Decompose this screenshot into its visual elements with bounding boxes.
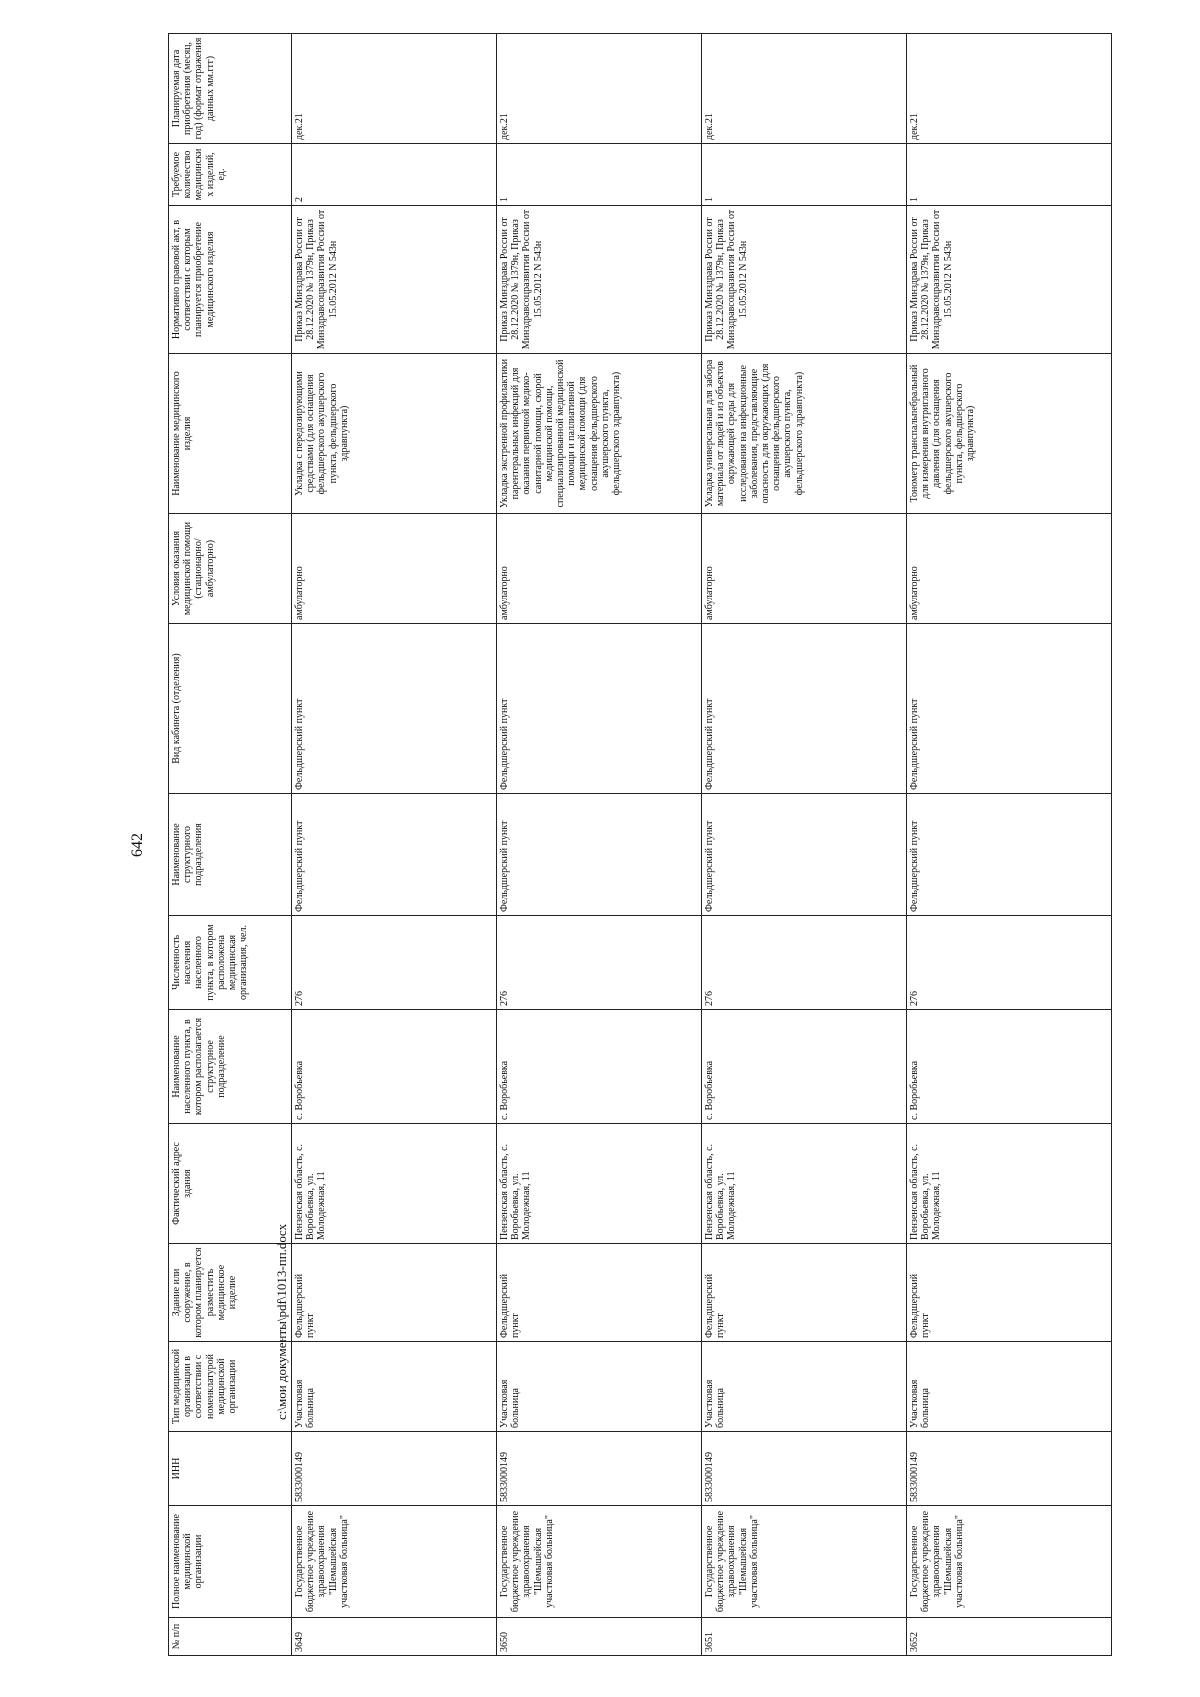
cell-purchase-date: дек.21 xyxy=(497,34,702,144)
cell-quantity: 1 xyxy=(702,144,907,206)
cell-building: Фельдшерский пункт xyxy=(702,1244,907,1342)
page-number: 642 xyxy=(129,833,146,857)
cell-building: Фельдшерский пункт xyxy=(292,1244,497,1342)
cell-population: 276 xyxy=(497,916,702,1010)
cell-population: 276 xyxy=(907,916,1112,1010)
cell-subdivision: Фельдшерский пункт xyxy=(702,794,907,916)
cell-quantity: 1 xyxy=(907,144,1112,206)
cell-device-name: Тонометр транспальпебральный для измерения внутриглазного давления (для оснащения фельдшерского акушерского пункта, фельдшерского здравпункта) xyxy=(907,354,1112,514)
cell-legal-act: Приказ Минздрава России от 28.12.2020 № 1379н, Приказ Минздравсоцразвития России от 15.05.2012 N 543н xyxy=(907,206,1112,354)
cell-population: 276 xyxy=(702,916,907,1010)
header-subdivision: Наименование структурного подразделения xyxy=(169,794,292,916)
header-org-type: Тип медицинской организации в соответствии с номенклатурой медицинской организации xyxy=(169,1342,292,1432)
cell-room-type: Фельдшерский пункт xyxy=(702,624,907,794)
table-row xyxy=(702,34,907,1656)
cell-quantity: 2 xyxy=(292,144,497,206)
cell-device-name: Укладка универсальная для забора материала от людей и из объектов окружающей среды для исследования на инфекционные заболевания, представляющие опасность для окружающих (для оснащения фельдшерского акушерского пункта, фельдшерского здравпункта) xyxy=(702,354,907,514)
cell-settlement: с. Воробьевка xyxy=(907,1010,1112,1124)
cell-org-type: Участковая больница xyxy=(702,1342,907,1432)
header-inn: ИНН xyxy=(169,1432,292,1506)
cell-num: 3652 xyxy=(907,1618,1112,1656)
header-purchase-date: Планируемая дата приобретения (месяц, год) (формат отражения данных мм.ггг) xyxy=(169,34,292,144)
cell-room-type: Фельдшерский пункт xyxy=(497,624,702,794)
cell-num: 3650 xyxy=(497,1618,702,1656)
header-device-name: Наименование медицинского изделия xyxy=(169,354,292,514)
cell-address: Пензенская область, с. Воробьевка, ул. Молодежная, 11 xyxy=(292,1124,497,1244)
header-conditions: Условия оказания медицинской помощи (стационарно/амбулаторно) xyxy=(169,514,292,624)
cell-legal-act: Приказ Минздрава России от 28.12.2020 № 1379н, Приказ Минздравсоцразвития России от 15.05.2012 N 543н xyxy=(497,206,702,354)
cell-conditions: амбулаторно xyxy=(907,514,1112,624)
cell-address: Пензенская область, с. Воробьевка, ул. Молодежная, 11 xyxy=(497,1124,702,1244)
header-org-name: Полное наименование медицинской организации xyxy=(169,1506,292,1618)
cell-purchase-date: дек.21 xyxy=(702,34,907,144)
cell-org-name: Государственное бюджетное учреждение здравоохранения "Шемышейская участковая больница" xyxy=(292,1506,497,1618)
cell-inn: 5833000149 xyxy=(497,1432,702,1506)
cell-address: Пензенская область, с. Воробьевка, ул. Молодежная, 11 xyxy=(702,1124,907,1244)
cell-org-type: Участковая больница xyxy=(907,1342,1112,1432)
cell-subdivision: Фельдшерский пункт xyxy=(907,794,1112,916)
cell-conditions: амбулаторно xyxy=(292,514,497,624)
cell-subdivision: Фельдшерский пункт xyxy=(292,794,497,916)
cell-org-name: Государственное бюджетное учреждение здравоохранения "Шемышейская участковая больница" xyxy=(907,1506,1112,1618)
header-legal-act: Нормативно правовой акт, в соответствии с которым планируется приобретение медицинского изделия xyxy=(169,206,292,354)
cell-population: 276 xyxy=(292,916,497,1010)
cell-subdivision: Фельдшерский пункт xyxy=(497,794,702,916)
cell-org-type: Участковая больница xyxy=(497,1342,702,1432)
cell-purchase-date: дек.21 xyxy=(907,34,1112,144)
header-settlement: Наименование населенного пункта, в котором располагается структурное подразделение xyxy=(169,1010,292,1124)
cell-legal-act: Приказ Минздрава России от 28.12.2020 № 1379н, Приказ Минздравсоцразвития России от 15.05.2012 N 543н xyxy=(292,206,497,354)
header-room-type: Вид кабинета (отделения) xyxy=(169,624,292,794)
cell-device-name: Укладка экстренной профилактики парентеральных инфекций для оказания первичной медико-санитарной помощи, скорой медицинской помощи, специализированной медицинской помощи и паллиативной медицинской помощи (для оснащения фельдшерского акушерского пункта, фельдшерского здравпункта) xyxy=(497,354,702,514)
cell-settlement: с. Воробьевка xyxy=(497,1010,702,1124)
table-row xyxy=(497,34,702,1656)
cell-settlement: с. Воробьевка xyxy=(702,1010,907,1124)
cell-purchase-date: дек.21 xyxy=(292,34,497,144)
cell-org-name: Государственное бюджетное учреждение здравоохранения "Шемышейская участковая больница" xyxy=(702,1506,907,1618)
header-building: Здание или сооружение, в котором планируется разместить медицинское изделие xyxy=(169,1244,292,1342)
equipment-table xyxy=(168,33,1112,1656)
header-num: № п/п xyxy=(169,1618,292,1656)
cell-inn: 5833000149 xyxy=(292,1432,497,1506)
cell-num: 3651 xyxy=(702,1618,907,1656)
header-population: Численность населения населенного пункта, в котором расположена медицинская организация, чел. xyxy=(169,916,292,1010)
cell-building: Фельдшерский пункт xyxy=(497,1244,702,1342)
cell-room-type: Фельдшерский пункт xyxy=(292,624,497,794)
cell-quantity: 1 xyxy=(497,144,702,206)
cell-building: Фельдшерский пункт xyxy=(907,1244,1112,1342)
cell-inn: 5833000149 xyxy=(702,1432,907,1506)
cell-address: Пензенская область, с. Воробьевка, ул. Молодежная, 11 xyxy=(907,1124,1112,1244)
header-quantity: Требуемое количество медицинских изделий, ед. xyxy=(169,144,292,206)
cell-num: 3649 xyxy=(292,1618,497,1656)
cell-settlement: с. Воробьевка xyxy=(292,1010,497,1124)
footer-file-path: c:\мои документы\pdf\1013-пп.docx xyxy=(274,1223,289,1420)
cell-inn: 5833000149 xyxy=(907,1432,1112,1506)
cell-org-type: Участковая больница xyxy=(292,1342,497,1432)
cell-conditions: амбулаторно xyxy=(497,514,702,624)
table-row xyxy=(292,34,497,1656)
table-row xyxy=(907,34,1112,1656)
rotated-table-sheet xyxy=(168,34,1028,1656)
cell-device-name: Укладка с передозирующими средствами (для оснащения фельдшерского акушерского пункта, фельдшерского здравпункта) xyxy=(292,354,497,514)
cell-org-name: Государственное бюджетное учреждение здравоохранения "Шемышейская участковая больница" xyxy=(497,1506,702,1618)
header-address: Фактический адрес здания xyxy=(169,1124,292,1244)
cell-conditions: амбулаторно xyxy=(702,514,907,624)
cell-legal-act: Приказ Минздрава России от 28.12.2020 № 1379н, Приказ Минздравсоцразвития России от 15.05.2012 N 543н xyxy=(702,206,907,354)
cell-room-type: Фельдшерский пункт xyxy=(907,624,1112,794)
